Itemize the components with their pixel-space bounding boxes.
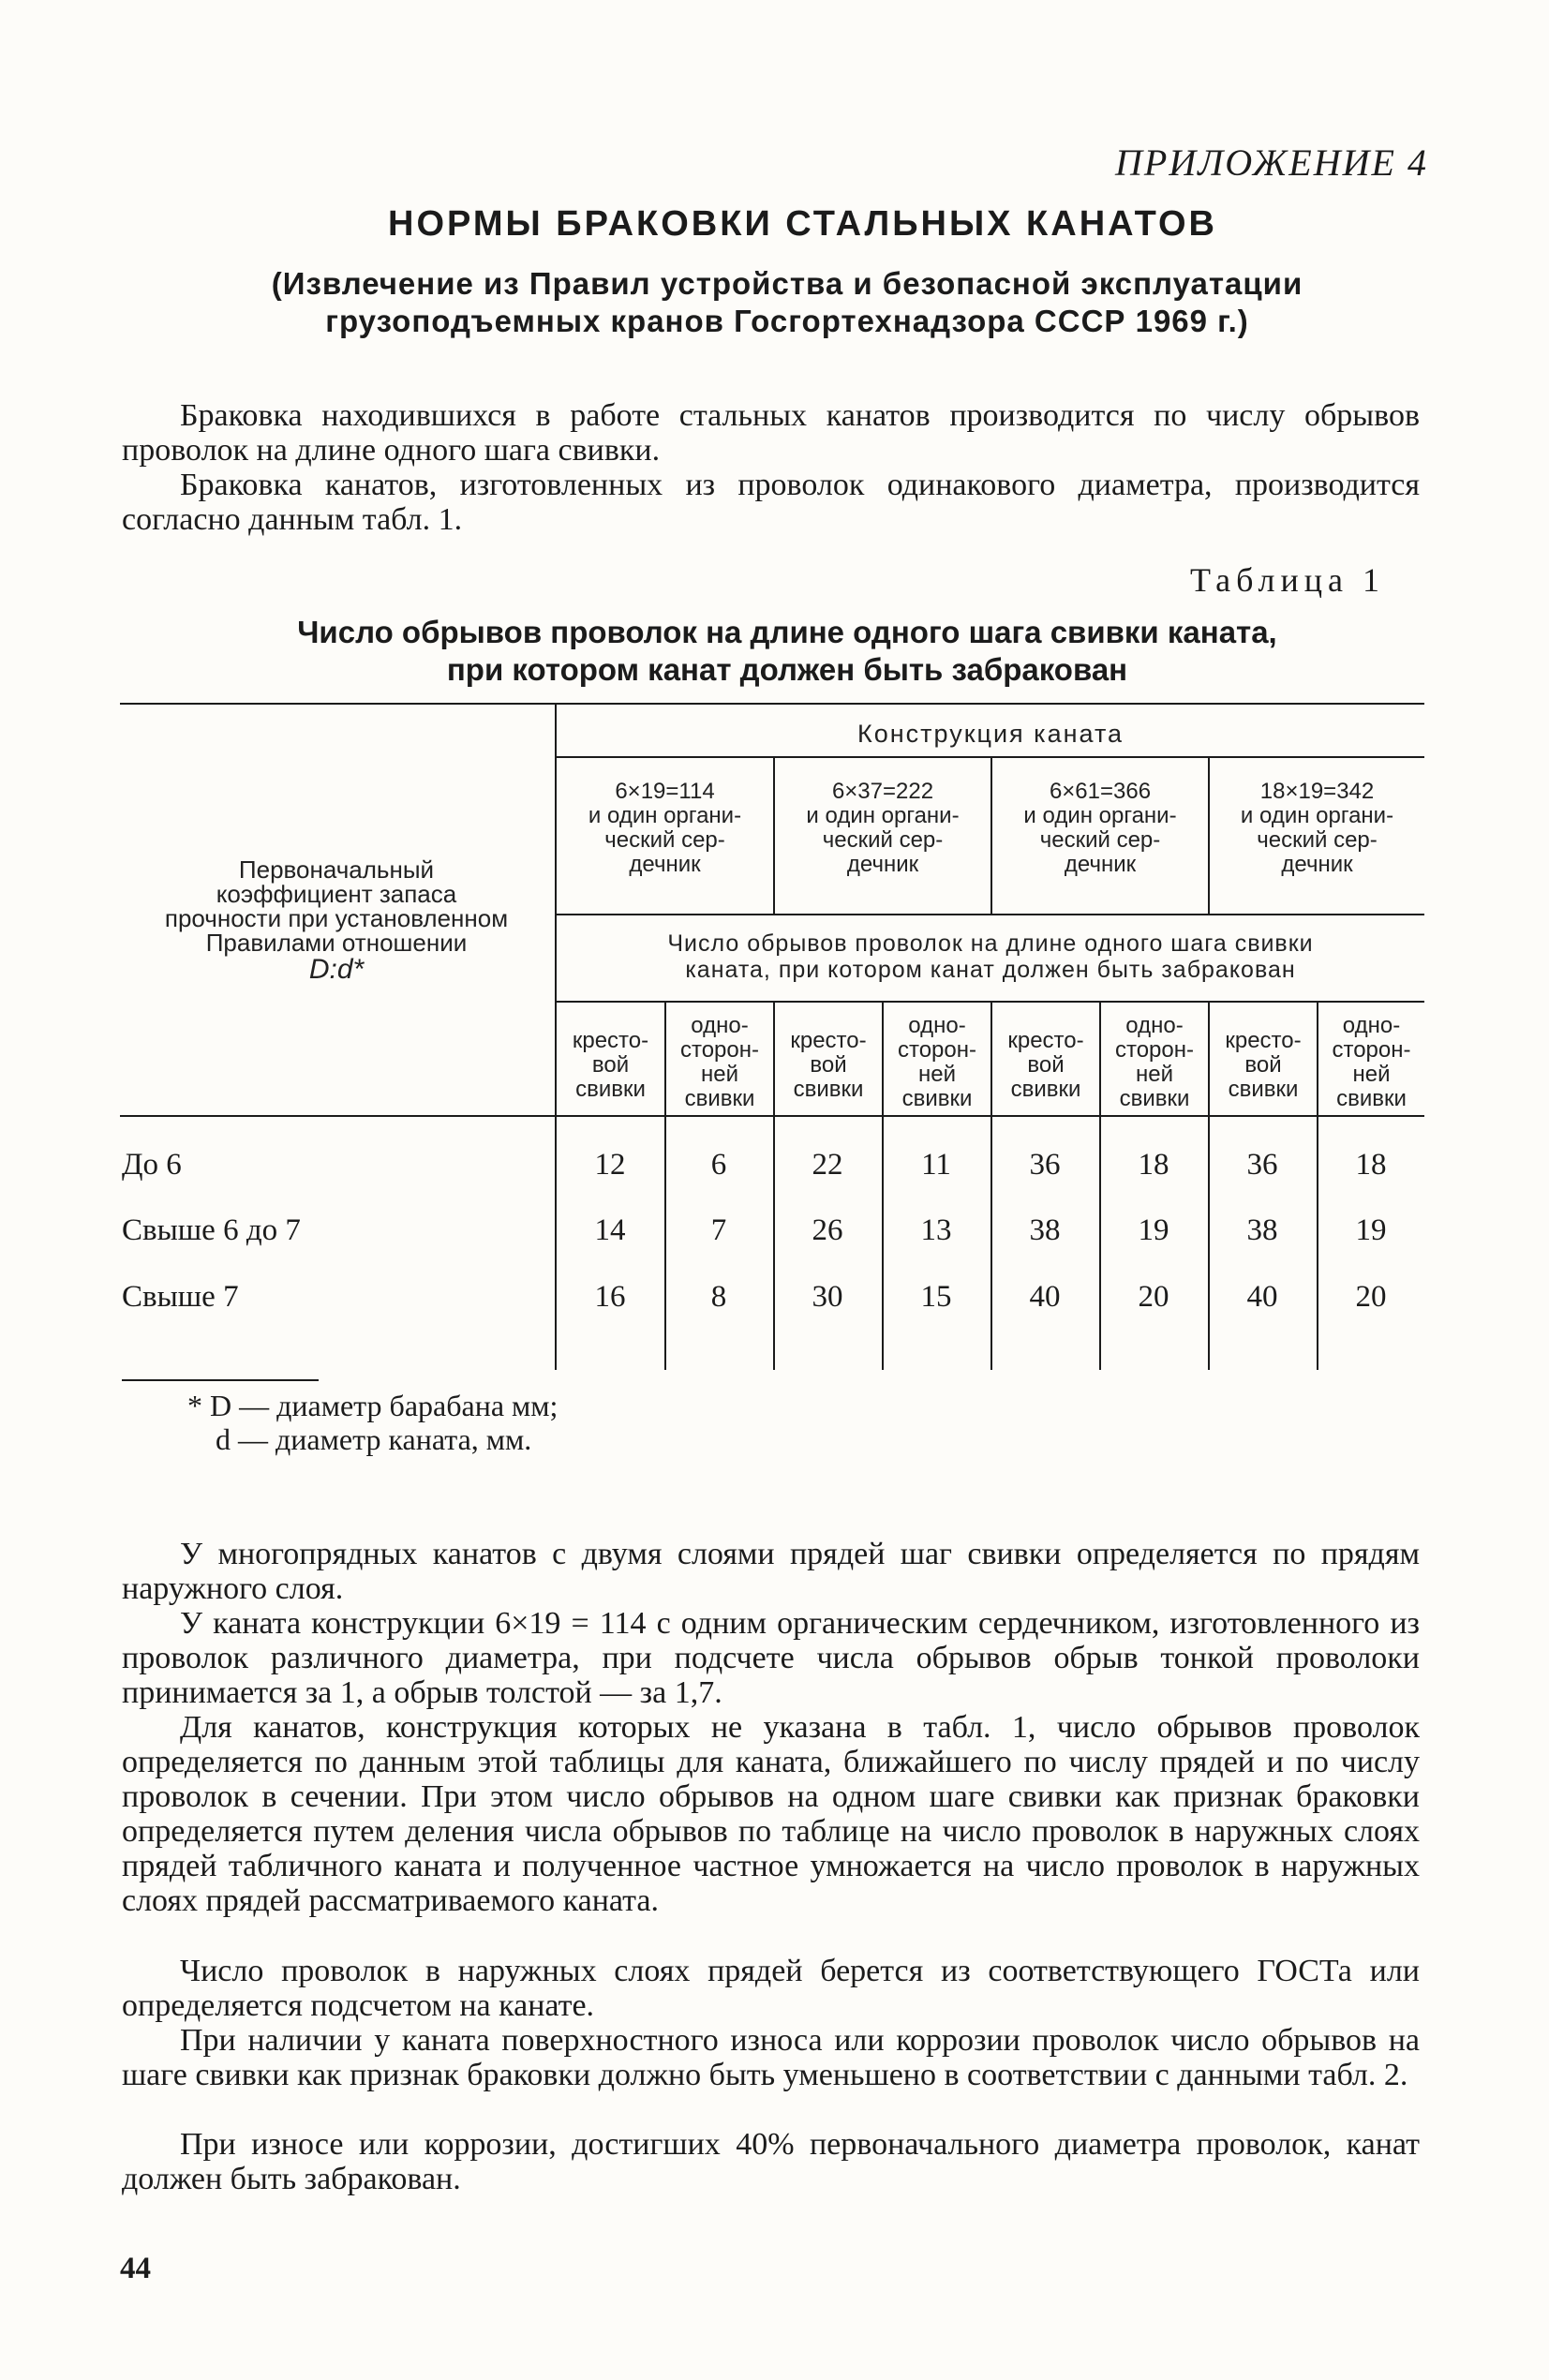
appendix-label: ПРИЛОЖЕНИЕ 4 — [1115, 141, 1428, 184]
construction-text: и один органи- — [588, 803, 742, 828]
left-header-line: коэффициент запаса — [216, 880, 457, 908]
table-cell: 18 — [1355, 1148, 1387, 1182]
table-label: Таблица 1 — [1190, 561, 1385, 599]
body-paragraph-5: При наличии у каната поверхностного износа или коррозии проволок число обрывов на шаге свивки как признак браковки должно быть уменьшено в соответствии с данными табл. 2. — [122, 2023, 1420, 2092]
body-paragraph-3: Для канатов, конструкция которых не указана в табл. 1, число обрывов проволок определяется по данным этой таблицы для каната, ближайшего по числу прядей и по числу проволок в сечении. При этом число обрывов на одном шаге свивки как признак браковки определяется путем деления числа обрывов по таблице на число проволок в наружных слоях прядей табличного каната и полученное частное умножается на число проволок в наружных слоях прядей рассматриваемого каната. — [122, 1710, 1420, 1918]
footnote-line-2: d — диаметр каната, мм. — [216, 1422, 532, 1456]
lay-cross-1: кресто- вой свивки — [572, 1028, 649, 1102]
construction-text: и один органи- — [806, 803, 960, 828]
construction-text: ческий сер- — [1257, 827, 1378, 853]
body-paragraph-2: У каната конструкции 6×19 = 114 с одним органическим сердечником, изготовленного из проволок различного диаметра, при подсчете числа обрывов обрыв тонкой проволоки принимается за 1, а обрыв толстой — за 1,7. — [122, 1606, 1420, 1710]
table-caption-line-1: Число обрывов проволок на длине одного шага свивки каната, — [297, 615, 1277, 649]
table-cell: 15 — [920, 1280, 952, 1314]
left-header-line: Правилами отношении — [205, 929, 468, 957]
footnote-rule — [122, 1379, 319, 1381]
table-cell: 22 — [812, 1148, 843, 1182]
lay-onesided-2: одно- сторон- ней свивки — [897, 1013, 976, 1111]
lay-onesided-4: одно- сторон- ней свивки — [1332, 1013, 1411, 1111]
body-paragraph-4: Число проволок в наружных слоях прядей берется из соответствующего ГОСТа или определяется подсчетом на канате. — [122, 1954, 1420, 2023]
table-cell: 6 — [710, 1148, 727, 1182]
table-cell: 18 — [1138, 1148, 1169, 1182]
row-label: Свыше 6 до 7 — [122, 1213, 301, 1247]
table-top-rule — [120, 703, 1424, 705]
table-cell: 26 — [812, 1213, 843, 1247]
table-cell: 40 — [1246, 1280, 1278, 1314]
table-cell: 14 — [594, 1213, 626, 1247]
group-header: Конструкция каната — [856, 720, 1125, 748]
footnote-line-1: * D — диаметр барабана мм; — [187, 1389, 559, 1422]
lay-cross-2: кресто- вой свивки — [790, 1028, 867, 1102]
left-header-line: Первоначальный — [238, 855, 435, 884]
table-cell: 19 — [1355, 1213, 1387, 1247]
construction-formula: 6×61=366 — [1049, 779, 1152, 804]
table-cell: 16 — [594, 1280, 626, 1314]
row-label: Свыше 7 — [122, 1280, 239, 1314]
table-cell: 38 — [1246, 1213, 1278, 1247]
table-cell: 36 — [1246, 1148, 1278, 1182]
lay-cross-3: кресто- вой свивки — [1007, 1028, 1084, 1102]
construction-text: и один органи- — [1023, 803, 1177, 828]
construction-text: и один органи- — [1240, 803, 1394, 828]
construction-formula: 18×19=342 — [1259, 779, 1375, 804]
table-cell: 7 — [710, 1213, 727, 1247]
table-cell: 20 — [1355, 1280, 1387, 1314]
table-cell: 12 — [594, 1148, 626, 1182]
subheader-rule — [555, 1001, 1424, 1003]
left-header-ratio: D:d* — [308, 954, 365, 985]
body-paragraph-1: У многопрядных канатов с двумя слоями прядей шаг свивки определяется по прядям наружного слоя. — [122, 1537, 1420, 1606]
subtitle-line-1: (Извлечение из Правил устройства и безопасной эксплуатации — [271, 266, 1303, 301]
intro-paragraph-1: Браковка находившихся в работе стальных канатов производится по числу обрывов проволок на длине одного шага свивки. — [122, 398, 1420, 468]
body-paragraph-6: При износе или коррозии, достигших 40% первоначального диаметра проволок, канат должен быть забракован. — [122, 2127, 1420, 2196]
sub-header-line: Число обрывов проволок на длине одного шага свивки — [667, 930, 1314, 957]
lay-cross-4: кресто- вой свивки — [1225, 1028, 1302, 1102]
construction-formula: 6×37=222 — [831, 779, 934, 804]
table-cell: 8 — [710, 1280, 727, 1314]
sub-header-line: каната, при котором канат должен быть забракован — [685, 957, 1296, 983]
subtitle — [150, 265, 1424, 340]
subtitle-line-2: грузоподъемных кранов Госгортехнадзора СССР 1969 г.) — [325, 304, 1249, 338]
lay-onesided-3: одно- сторон- ней свивки — [1114, 1013, 1194, 1111]
page-number: 44 — [120, 2252, 151, 2285]
table-cell: 38 — [1029, 1213, 1061, 1247]
table-caption-line-2: при котором канат должен быть забракован — [446, 652, 1128, 687]
table-cell: 13 — [920, 1213, 952, 1247]
header-bottom-rule — [120, 1115, 1424, 1117]
left-header — [120, 857, 553, 985]
construction-text: дечник — [629, 852, 701, 877]
group-header-rule — [555, 756, 1424, 758]
construction-text: дечник — [1281, 852, 1353, 877]
table-cell: 19 — [1138, 1213, 1169, 1247]
construction-text: ческий сер- — [1039, 827, 1161, 853]
construction-6x61 — [992, 780, 1208, 877]
construction-text: дечник — [1064, 852, 1137, 877]
construction-formula: 6×19=114 — [615, 779, 715, 804]
left-header-line: прочности при установленном — [164, 904, 509, 932]
construction-rule — [555, 914, 1424, 915]
sub-header — [557, 930, 1424, 983]
table-cell: 36 — [1029, 1148, 1061, 1182]
page-title: НОРМЫ БРАКОВКИ СТАЛЬНЫХ КАНАТОВ — [388, 204, 1217, 244]
lay-onesided-1: одно- сторон- ней свивки — [679, 1013, 759, 1111]
construction-text: дечник — [846, 852, 919, 877]
intro-paragraph-2: Браковка канатов, изготовленных из проволок одинакового диаметра, производится согласно данным табл. 1. — [122, 468, 1420, 537]
construction-text: ческий сер- — [604, 827, 725, 853]
row-label: До 6 — [122, 1148, 182, 1182]
construction-6x37 — [775, 780, 990, 877]
table-cell: 40 — [1029, 1280, 1061, 1314]
table-cell: 30 — [812, 1280, 843, 1314]
construction-6x19 — [557, 780, 773, 877]
table-cell: 20 — [1138, 1280, 1169, 1314]
table-caption — [206, 614, 1368, 689]
construction-18x19 — [1210, 780, 1424, 877]
table-cell: 11 — [921, 1148, 951, 1182]
construction-text: ческий сер- — [822, 827, 944, 853]
